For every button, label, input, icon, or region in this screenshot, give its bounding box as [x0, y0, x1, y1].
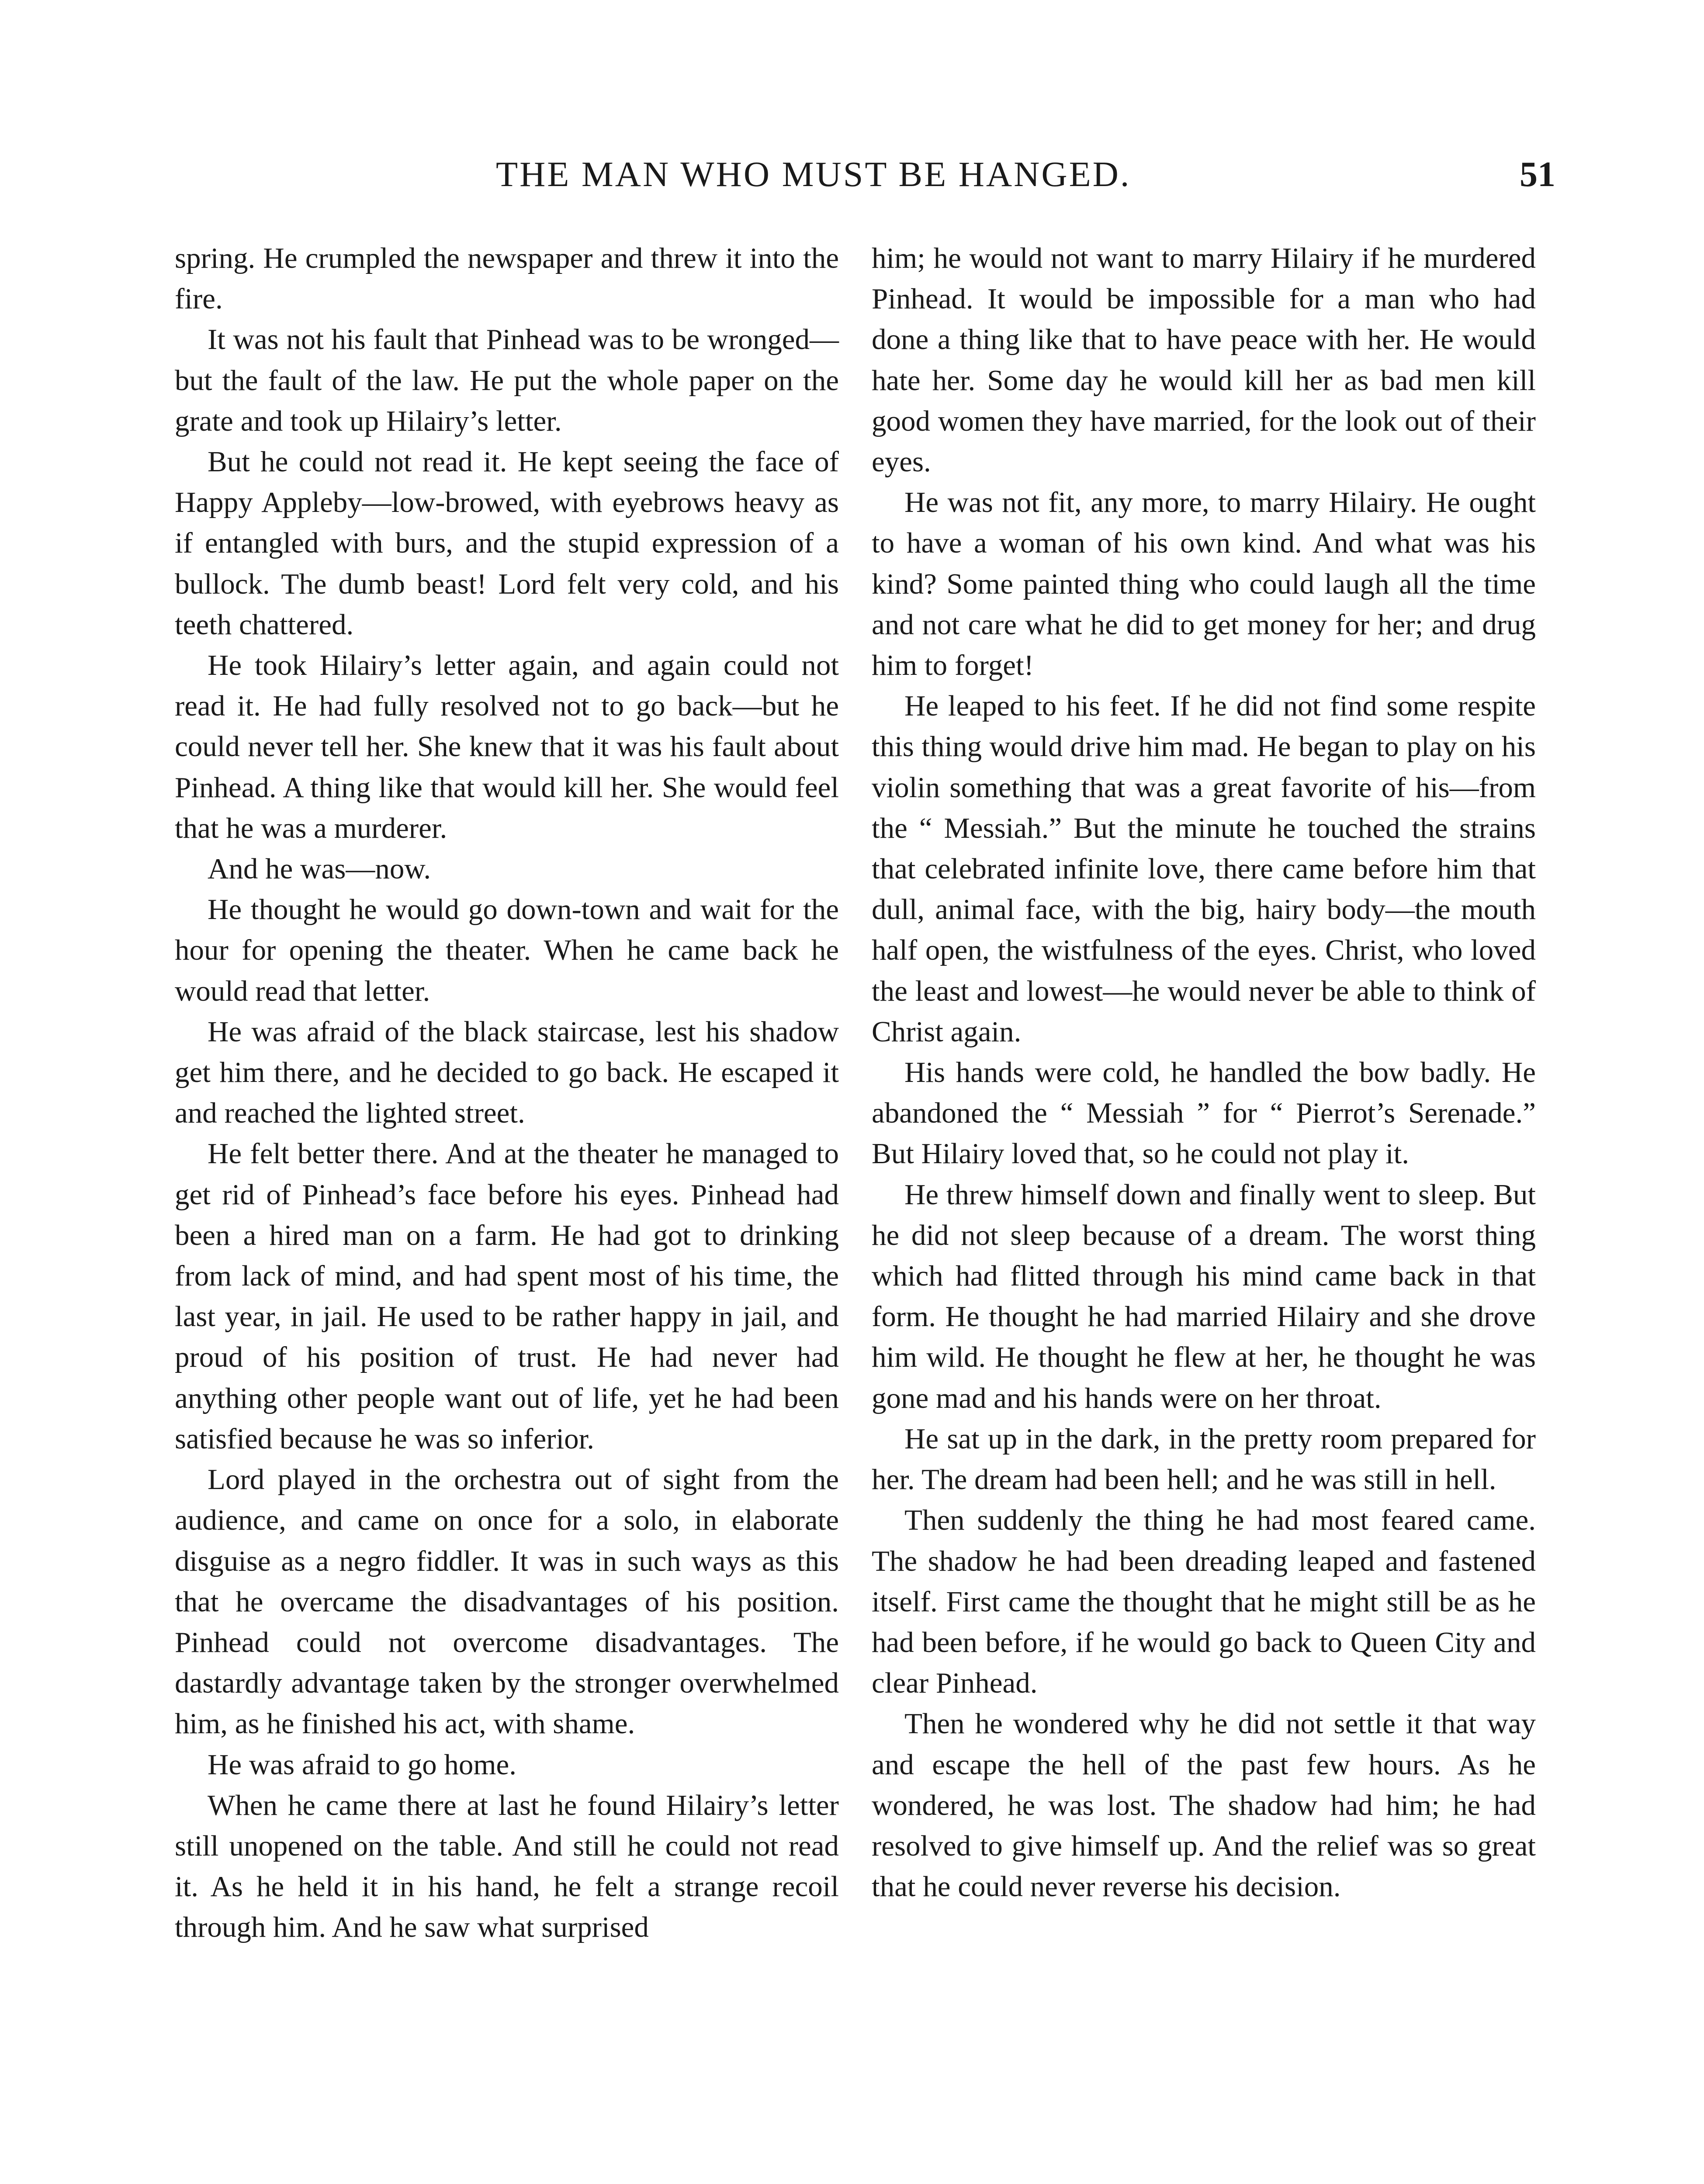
- page-number: 51: [1520, 154, 1555, 194]
- paragraph: He took Hilairy’s letter again, and again could not read it. He had fully resolved not to go back—but he could never tell her. She knew that it was his fault about Pinhead. A thing like that would kill her. She would feel that he was a murderer.: [175, 649, 839, 844]
- paragraph: It was not his fault that Pinhead was to be wronged—but the fault of the law. He put the whole paper on the grate and took up Hilairy’s letter.: [175, 323, 839, 437]
- paragraph: He sat up in the dark, in the pretty room prepared for her. The dream had been hell; and he was still in hell.: [872, 1422, 1536, 1496]
- paragraph: spring. He crumpled the newspaper and threw it into the fire.: [175, 242, 839, 315]
- paragraph: He threw himself down and finally went to sleep. But he did not sleep because of a dream. The worst thing which had flitted through his mind came back in that form. He thought he had married Hilairy and she drove him wild. He thought he flew at her, he thought he was gone mad and his hands were on her throat.: [872, 1178, 1536, 1414]
- paragraph: Then he wondered why he did not settle it that way and escape the hell of the past few hours. As he wondered, he was lost. The shadow had him; he had resolved to give himself up. And the relief was so great that he could never reverse his decision.: [872, 1707, 1536, 1903]
- paragraph: He was afraid of the black staircase, lest his shadow get him there, and he decided to go back. He escaped it and reached the lighted street.: [175, 1015, 839, 1130]
- paragraph: He felt better there. And at the theater he managed to get rid of Pinhead’s face before his eyes. Pinhead had been a hired man on a farm. He had got to drinking from lack of mind, and had spent most of his time, the last year, in jail. He used to be rather happy in jail, and proud of his position of trust. He had never had anything other people want out of life, yet he had been satisfied because he was so inferior.: [175, 1137, 839, 1455]
- paragraph: But he could not read it. He kept seeing the face of Happy Appleby—low-browed, with eyebrows heavy as if entangled with burs, and the stupid expression of a bullock. The dumb beast! Lord felt very cold, and his teeth chattered.: [175, 446, 839, 641]
- paragraph: Then suddenly the thing he had most feared came. The shadow he had been dreading leaped and fastened itself. First came the thought that he might still be as he had been before, if he would go back to Queen City and clear Pinhead.: [872, 1504, 1536, 1700]
- paragraph: When he came there at last he found Hilairy’s letter still unopened on the table. And still he could not read it. As he held it in his hand, he felt a strange recoil through him. And he saw what surprised: [175, 1789, 839, 1944]
- running-title: THE MAN WHO MUST BE HANGED.: [496, 154, 1131, 194]
- text-column-left: [175, 238, 839, 1948]
- paragraph: He leaped to his feet. If he did not find some respite this thing would drive him mad. He began to play on his violin something that was a great favorite of his—from the “ Messiah.” But the minute he touched the strains that celebrated infinite love, there came before him that dull, animal face, with the big, hairy body—the mouth half open, the wistfulness of the eyes. Christ, who loved the least and lowest—he would never be able to think of Christ again.: [872, 690, 1536, 1048]
- paragraph: Lord played in the orchestra out of sight from the audience, and came on once for a solo, in elaborate disguise as a negro fiddler. It was in such ways as this that he overcame the disadvantages of his position. Pinhead could not overcome disadvantages. The dastardly advantage taken by the stronger overwhelmed him, as he finished his act, with shame.: [175, 1463, 839, 1740]
- paragraph: He thought he would go down-town and wait for the hour for opening the theater. When he came back he would read that letter.: [175, 893, 839, 1007]
- paragraph: His hands were cold, he handled the bow badly. He abandoned the “ Messiah ” for “ Pierrot’s Serenade.” But Hilairy loved that, so he could not play it.: [872, 1056, 1536, 1170]
- paragraph: And he was—now.: [208, 853, 431, 885]
- paragraph: He was not fit, any more, to marry Hilairy. He ought to have a woman of his own kind. And what was his kind? Some painted thing who could laugh all the time and not care what he did to get money for her; and drug him to forget!: [872, 486, 1536, 682]
- text-column-right: [872, 238, 1536, 1907]
- paragraph: He was afraid to go home.: [208, 1748, 517, 1781]
- paragraph: him; he would not want to marry Hilairy if he murdered Pinhead. It would be impossible for a man who had done a thing like that to have peace with her. He would hate her. Some day he would kill her as bad men kill good women they have married, for the look out of their eyes.: [872, 242, 1536, 478]
